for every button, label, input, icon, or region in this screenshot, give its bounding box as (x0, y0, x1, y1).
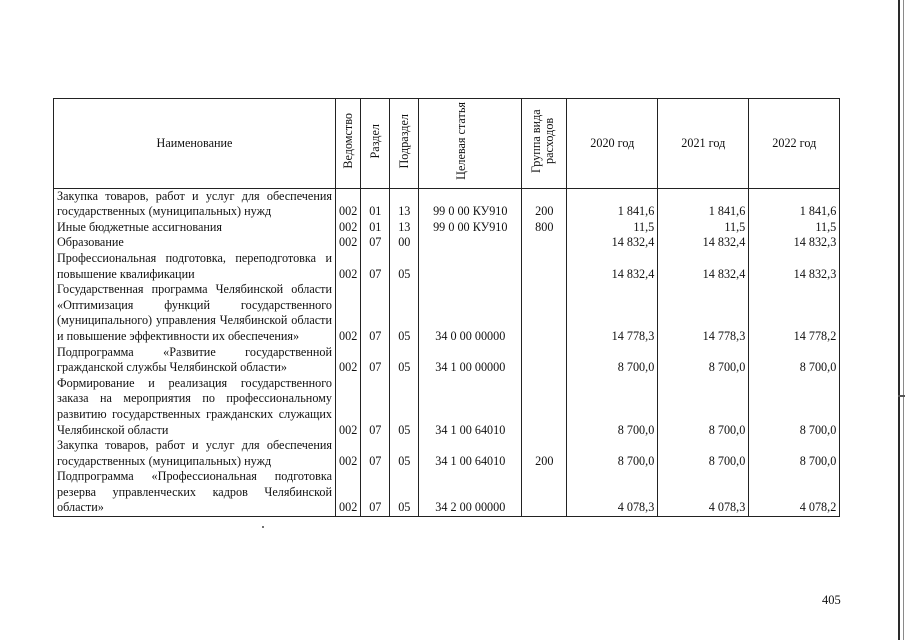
page-edge-mark (898, 395, 905, 397)
row-amount-2021: 14 832,4 (658, 235, 749, 251)
row-amount-2022: 11,5 (749, 220, 840, 236)
row-amount-2022: 1 841,6 (749, 188, 840, 220)
row-celevaya: 34 1 00 64010 (419, 376, 522, 438)
row-podrazdel: 13 (390, 188, 419, 220)
row-gruppa (522, 282, 567, 344)
table-row (54, 251, 840, 282)
row-razdel: 07 (361, 282, 390, 344)
header-2021: 2021 год (658, 99, 749, 189)
row-amount-2022: 14 832,3 (749, 235, 840, 251)
header-vedomstvo: Ведомство (336, 99, 361, 189)
row-gruppa: 200 (522, 438, 567, 469)
row-amount-2021: 8 700,0 (658, 376, 749, 438)
row-vedomstvo: 002 (336, 220, 361, 236)
row-razdel: 07 (361, 251, 390, 282)
row-razdel: 07 (361, 376, 390, 438)
row-amount-2020: 1 841,6 (567, 188, 658, 220)
table-row (54, 438, 840, 469)
table-row (54, 345, 840, 376)
row-podrazdel: 05 (390, 438, 419, 469)
row-vedomstvo: 002 (336, 235, 361, 251)
row-amount-2022: 4 078,2 (749, 469, 840, 516)
row-gruppa: 800 (522, 220, 567, 236)
row-razdel: 07 (361, 345, 390, 376)
row-celevaya: 34 1 00 64010 (419, 438, 522, 469)
row-podrazdel: 05 (390, 282, 419, 344)
row-amount-2020: 4 078,3 (567, 469, 658, 516)
row-vedomstvo: 002 (336, 251, 361, 282)
table-row (54, 235, 840, 251)
row-name: Закупка товаров, работ и услуг для обеспечения государственных (муниципальных) нужд (54, 438, 336, 469)
row-amount-2020: 11,5 (567, 220, 658, 236)
header-2022: 2022 год (749, 99, 840, 189)
row-podrazdel: 00 (390, 235, 419, 251)
header-razdel: Раздел (361, 99, 390, 189)
row-celevaya: 99 0 00 КУ910 (419, 188, 522, 220)
row-amount-2021: 8 700,0 (658, 345, 749, 376)
row-name: Подпрограмма «Развитие государственной гражданской службы Челябинской области» (54, 345, 336, 376)
header-name: Наименование (54, 99, 336, 189)
header-gruppa: Группа вида расходов (522, 99, 567, 189)
row-amount-2020: 14 832,4 (567, 235, 658, 251)
header-2020: 2020 год (567, 99, 658, 189)
budget-table (53, 98, 840, 517)
row-vedomstvo: 002 (336, 282, 361, 344)
row-amount-2021: 11,5 (658, 220, 749, 236)
page-number: 405 (822, 593, 841, 607)
table-body (54, 188, 840, 516)
row-amount-2021: 14 778,3 (658, 282, 749, 344)
row-gruppa (522, 235, 567, 251)
row-amount-2022: 8 700,0 (749, 376, 840, 438)
row-vedomstvo: 002 (336, 376, 361, 438)
row-name: Профессиональная подготовка, переподготовка и повышение квалификации (54, 251, 336, 282)
table-row (54, 469, 840, 516)
table-row (54, 282, 840, 344)
header-podrazdel: Подраздел (390, 99, 419, 189)
page-edge-shadow (903, 0, 904, 640)
row-razdel: 01 (361, 188, 390, 220)
row-podrazdel: 05 (390, 469, 419, 516)
row-celevaya: 34 0 00 00000 (419, 282, 522, 344)
row-name: Формирование и реализация государственного заказа на мероприятия по профессиональному развитию государственных гражданских служащих Челябинской области (54, 376, 336, 438)
row-celevaya: 34 2 00 00000 (419, 469, 522, 516)
row-name: Иные бюджетные ассигнования (54, 220, 336, 236)
row-vedomstvo: 002 (336, 188, 361, 220)
row-gruppa (522, 469, 567, 516)
header-celevaya: Целевая статья (419, 99, 522, 189)
row-gruppa (522, 376, 567, 438)
row-razdel: 07 (361, 469, 390, 516)
row-podrazdel: 13 (390, 220, 419, 236)
table-row (54, 376, 840, 438)
row-celevaya (419, 251, 522, 282)
table-row (54, 188, 840, 220)
scan-speck (262, 526, 264, 528)
row-celevaya: 99 0 00 КУ910 (419, 220, 522, 236)
row-amount-2022: 8 700,0 (749, 438, 840, 469)
row-gruppa: 200 (522, 188, 567, 220)
row-gruppa (522, 345, 567, 376)
table-header-row (54, 99, 840, 189)
row-amount-2021: 4 078,3 (658, 469, 749, 516)
row-amount-2022: 8 700,0 (749, 345, 840, 376)
row-name: Государственная программа Челябинской области «Оптимизация функций государственного (муниципального) управления Челябинской области и повышение эффективности их обеспечения» (54, 282, 336, 344)
row-amount-2020: 8 700,0 (567, 345, 658, 376)
row-amount-2022: 14 832,3 (749, 251, 840, 282)
row-amount-2020: 8 700,0 (567, 376, 658, 438)
row-celevaya (419, 235, 522, 251)
row-gruppa (522, 251, 567, 282)
row-podrazdel: 05 (390, 345, 419, 376)
row-name: Подпрограмма «Профессиональная подготовка резерва управленческих кадров Челябинской области» (54, 469, 336, 516)
row-razdel: 01 (361, 220, 390, 236)
row-razdel: 07 (361, 438, 390, 469)
row-amount-2021: 14 832,4 (658, 251, 749, 282)
row-vedomstvo: 002 (336, 469, 361, 516)
row-vedomstvo: 002 (336, 438, 361, 469)
row-amount-2020: 14 832,4 (567, 251, 658, 282)
row-podrazdel: 05 (390, 251, 419, 282)
row-amount-2021: 1 841,6 (658, 188, 749, 220)
row-vedomstvo: 002 (336, 345, 361, 376)
row-podrazdel: 05 (390, 376, 419, 438)
page-edge-line (898, 0, 900, 640)
table-row (54, 220, 840, 236)
row-amount-2020: 8 700,0 (567, 438, 658, 469)
row-amount-2020: 14 778,3 (567, 282, 658, 344)
row-celevaya: 34 1 00 00000 (419, 345, 522, 376)
row-razdel: 07 (361, 235, 390, 251)
row-amount-2022: 14 778,2 (749, 282, 840, 344)
row-name: Закупка товаров, работ и услуг для обеспечения государственных (муниципальных) нужд (54, 188, 336, 220)
row-name: Образование (54, 235, 336, 251)
row-amount-2021: 8 700,0 (658, 438, 749, 469)
